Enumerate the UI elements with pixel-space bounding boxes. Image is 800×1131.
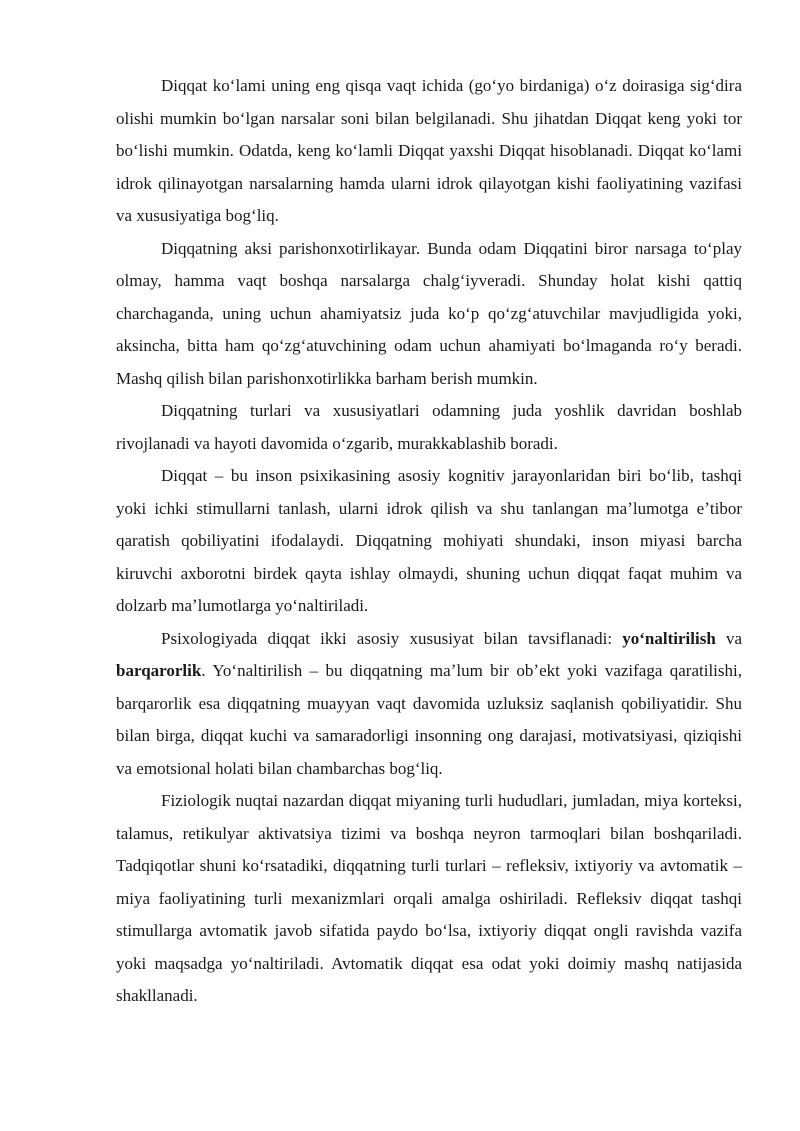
paragraph-properties xyxy=(116,623,742,786)
paragraph-physiology: Fiziologik nuqtai nazardan diqqat miyaning turli hududlari, jumladan, miya korteksi, talamus, retikulyar aktivatsiya tizimi va boshqa neyron tarmoqlari bilan boshqariladi. Tadqiqotlar shuni koʻrsatadiki, diqqatning turli turlari – refleksiv, ixtiyoriy va avtomatik – miya faoliyatining turli mexanizmlari orqali amalga oshiriladi. Refleksiv diqqat tashqi stimullarga avtomatik javob sifatida paydo boʻlsa, ixtiyoriy diqqat ongli ravishda vazifa yoki maqsadga yoʻnaltiriladi. Avtomatik diqqat esa odat yoki doimiy mashq natijasida shakllanadi. xyxy=(116,791,742,1005)
term-directedness: yoʻnaltirilish xyxy=(622,628,716,648)
paragraph-development: Diqqatning turlari va xususiyatlari odamning juda yoshlik davridan boshlab rivojlanadi va hayoti davomida oʻzgarib, murakkablashib boradi. xyxy=(116,401,742,453)
term-stability: barqarorlik xyxy=(116,661,202,680)
paragraph-properties-text-2: va xyxy=(715,628,743,648)
paragraph-absent-mindedness: Diqqatning aksi parishonxotirlikayar. Bunda odam Diqqatini biror narsaga toʻplay olmay, hamma vaqt boshqa narsalarga chalgʻiyveradi. Shunday holat kishi qattiq charchaganda, uning uchun ahamiyatsiz juda koʻp qoʻzgʻatuvchilar mavjudligida yoki, aksincha, bitta ham qoʻzgʻatuvchining odam uchun ahamiyati boʻlmaganda roʻy beradi. Mashq qilish bilan parishonxotirlikka barham berish mumkin. xyxy=(116,238,742,388)
paragraph-properties-text-1: Psixologiyada diqqat ikki asosiy xususiyat bilan tavsiflanadi: xyxy=(161,628,623,648)
body-text xyxy=(116,70,742,1013)
paragraph-attention-span: Diqqat koʻlami uning eng qisqa vaqt ichida (goʻyo birdaniga) oʻz doirasiga sigʻdira olishi mumkin boʻlgan narsalar soni bilan belgilanadi. Shu jihatdan Diqqat keng yoki tor boʻlishi mumkin. Odatda, keng koʻlamli Diqqat yaxshi Diqqat hisoblanadi. Diqqat koʻlami idrok qilinayotgan narsalarning hamda ularni idrok qilayotgan kishi faoliyatining vazifasi va xususiyatiga bogʻliq. xyxy=(116,76,742,225)
paragraph-definition: Diqqat – bu inson psixikasining asosiy kognitiv jarayonlaridan biri boʻlib, tashqi yoki ichki stimullarni tanlash, ularni idrok qilish va shu tanlangan maʼlumotga eʼtibor qaratish qobiliyatini ifodalaydi. Diqqatning mohiyati shundaki, inson miyasi barcha kiruvchi axborotni birdek qayta ishlay olmaydi, shuning uchun diqqat faqat muhim va dolzarb maʼlumotlarga yoʻnaltiriladi. xyxy=(116,466,742,615)
paragraph-properties-text-3: . Yoʻnaltirilish – bu diqqatning maʼlum bir obʼekt yoki vazifaga qaratilishi, barqarorlik esa diqqatning muayyan vaqt davomida uzluksiz saqlanish qobiliyatidir. Shu bilan birga, diqqat kuchi va samaradorligi insonning ong darajasi, motivatsiyasi, qiziqishi va emotsional holati bilan chambarchas bogʻliq. xyxy=(116,661,742,778)
